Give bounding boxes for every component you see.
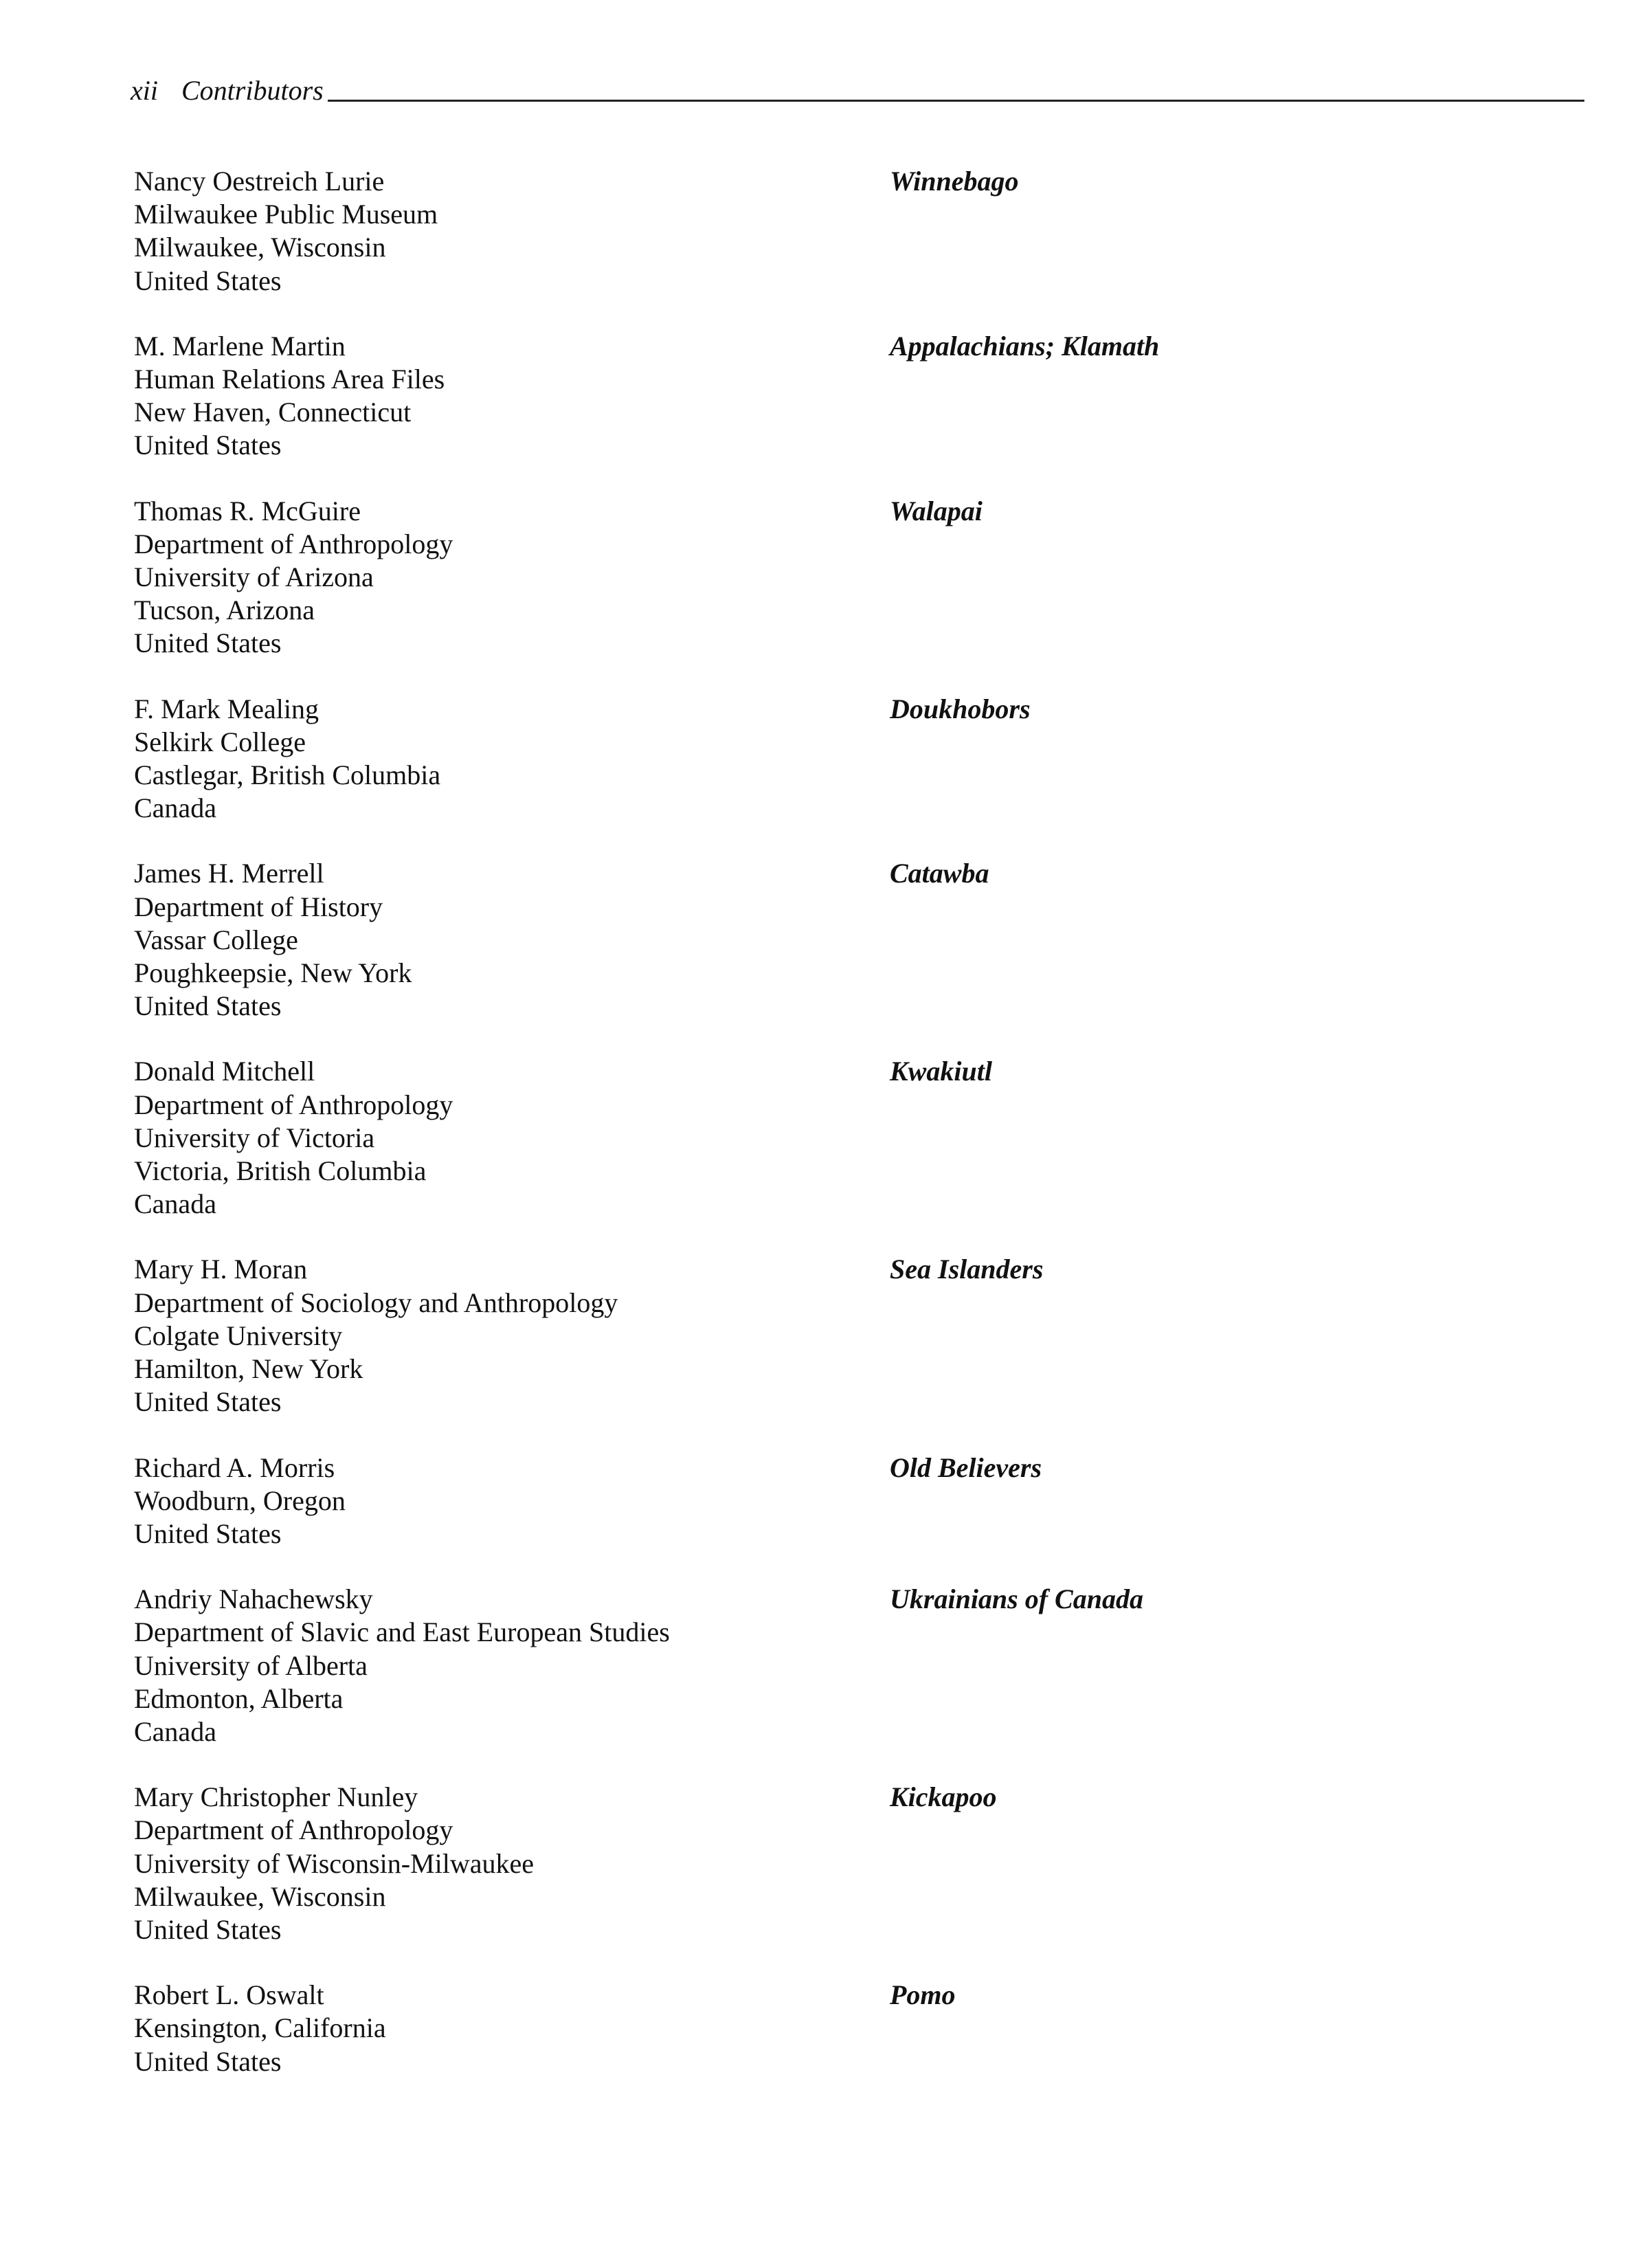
contributor-affiliation xyxy=(134,1055,890,1221)
affiliation-line: Department of History xyxy=(134,891,383,922)
affiliation-line: University of Wisconsin-Milwaukee xyxy=(134,1847,534,1879)
affiliation-line: Milwaukee, Wisconsin xyxy=(134,232,386,263)
contributor-entry xyxy=(134,693,1577,825)
affiliation-line: Milwaukee Public Museum xyxy=(134,199,438,230)
affiliation-line: Tucson, Arizona xyxy=(134,594,315,626)
cultural-group: Appalachians; Klamath xyxy=(890,330,1160,362)
contributor-name: Richard A. Morris xyxy=(134,1452,335,1483)
contributor-name: Mary H. Moran xyxy=(134,1254,308,1285)
affiliation-line: Department of Anthropology xyxy=(134,1814,453,1846)
contributor-name: M. Marlene Martin xyxy=(134,330,346,362)
contributor-list xyxy=(134,165,1577,2111)
affiliation-line: New Haven, Connecticut xyxy=(134,397,412,428)
affiliation-line: University of Victoria xyxy=(134,1122,375,1153)
affiliation-line: Canada xyxy=(134,1715,216,1747)
contributor-affiliation xyxy=(134,1583,890,1748)
cultural-group: Pomo xyxy=(890,1979,956,2011)
page-number: xii xyxy=(131,75,158,106)
affiliation-line: United States xyxy=(134,1913,282,1945)
affiliation-line: Milwaukee, Wisconsin xyxy=(134,1880,386,1912)
affiliation-line: Department of Anthropology xyxy=(134,528,453,559)
affiliation-line: United States xyxy=(134,265,282,296)
affiliation-line: Department of Anthropology xyxy=(134,1089,453,1120)
contributor-affiliation xyxy=(134,165,890,298)
running-header xyxy=(131,74,1584,107)
contributor-affiliation xyxy=(134,693,890,825)
contributor-entry xyxy=(134,1781,1577,1946)
contributor-name: F. Mark Mealing xyxy=(134,693,319,724)
affiliation-line: Department of Slavic and East European Studies xyxy=(134,1616,670,1648)
cultural-group: Old Believers xyxy=(890,1452,1042,1483)
affiliation-line: Selkirk College xyxy=(134,726,306,757)
contributor-affiliation xyxy=(134,857,890,1023)
contributor-name: Thomas R. McGuire xyxy=(134,495,361,526)
contributor-name: Nancy Oestreich Lurie xyxy=(134,166,385,197)
contributor-name: James H. Merrell xyxy=(134,858,324,889)
contributor-entry xyxy=(134,1583,1577,1748)
affiliation-line: United States xyxy=(134,2045,282,2077)
contributor-affiliation xyxy=(134,1979,890,2078)
section-title: Contributors xyxy=(181,75,324,106)
cultural-group: Catawba xyxy=(890,858,989,889)
contributor-name: Donald Mitchell xyxy=(134,1056,315,1087)
affiliation-line: Human Relations Area Files xyxy=(134,364,445,395)
affiliation-line: Department of Sociology and Anthropology xyxy=(134,1287,618,1318)
contributor-entry xyxy=(134,1979,1577,2078)
affiliation-line: United States xyxy=(134,1386,282,1418)
contributor-entry xyxy=(134,1452,1577,1551)
affiliation-line: Victoria, British Columbia xyxy=(134,1155,427,1187)
cultural-group: Kickapoo xyxy=(890,1781,997,1813)
contributor-entry xyxy=(134,1253,1577,1419)
affiliation-line: University of Alberta xyxy=(134,1649,368,1681)
affiliation-line: Vassar College xyxy=(134,924,298,955)
cultural-group: Ukrainians of Canada xyxy=(890,1583,1143,1615)
affiliation-line: Canada xyxy=(134,1188,216,1220)
affiliation-line: Hamilton, New York xyxy=(134,1353,363,1385)
contributor-affiliation xyxy=(134,1452,890,1551)
cultural-group: Winnebago xyxy=(890,166,1019,197)
affiliation-line: Kensington, California xyxy=(134,2012,386,2044)
cultural-group: Doukhobors xyxy=(890,693,1031,724)
contributor-entry xyxy=(134,165,1577,298)
affiliation-line: Canada xyxy=(134,792,216,824)
affiliation-line: Woodburn, Oregon xyxy=(134,1485,346,1516)
contributor-entry xyxy=(134,495,1577,660)
affiliation-line: University of Arizona xyxy=(134,562,374,593)
contributor-name: Robert L. Oswalt xyxy=(134,1979,324,2011)
affiliation-line: Edmonton, Alberta xyxy=(134,1682,344,1714)
affiliation-line: United States xyxy=(134,1517,282,1549)
contributor-affiliation xyxy=(134,1253,890,1419)
affiliation-line: United States xyxy=(134,430,282,461)
contributor-entry xyxy=(134,857,1577,1023)
cultural-group: Kwakiutl xyxy=(890,1056,992,1087)
contributor-affiliation xyxy=(134,1781,890,1946)
contributor-name: Andriy Nahachewsky xyxy=(134,1583,373,1615)
contributor-affiliation xyxy=(134,330,890,463)
contributor-affiliation xyxy=(134,495,890,660)
cultural-group: Sea Islanders xyxy=(890,1254,1044,1285)
contributor-entry xyxy=(134,330,1577,463)
affiliation-line: Colgate University xyxy=(134,1320,343,1351)
contributor-entry xyxy=(134,1055,1577,1221)
cultural-group: Walapai xyxy=(890,495,983,526)
contributor-name: Mary Christopher Nunley xyxy=(134,1781,418,1813)
affiliation-line: Castlegar, British Columbia xyxy=(134,759,441,791)
affiliation-line: United States xyxy=(134,627,282,659)
affiliation-line: United States xyxy=(134,990,282,1022)
affiliation-line: Poughkeepsie, New York xyxy=(134,957,412,989)
header-rule xyxy=(328,100,1584,102)
